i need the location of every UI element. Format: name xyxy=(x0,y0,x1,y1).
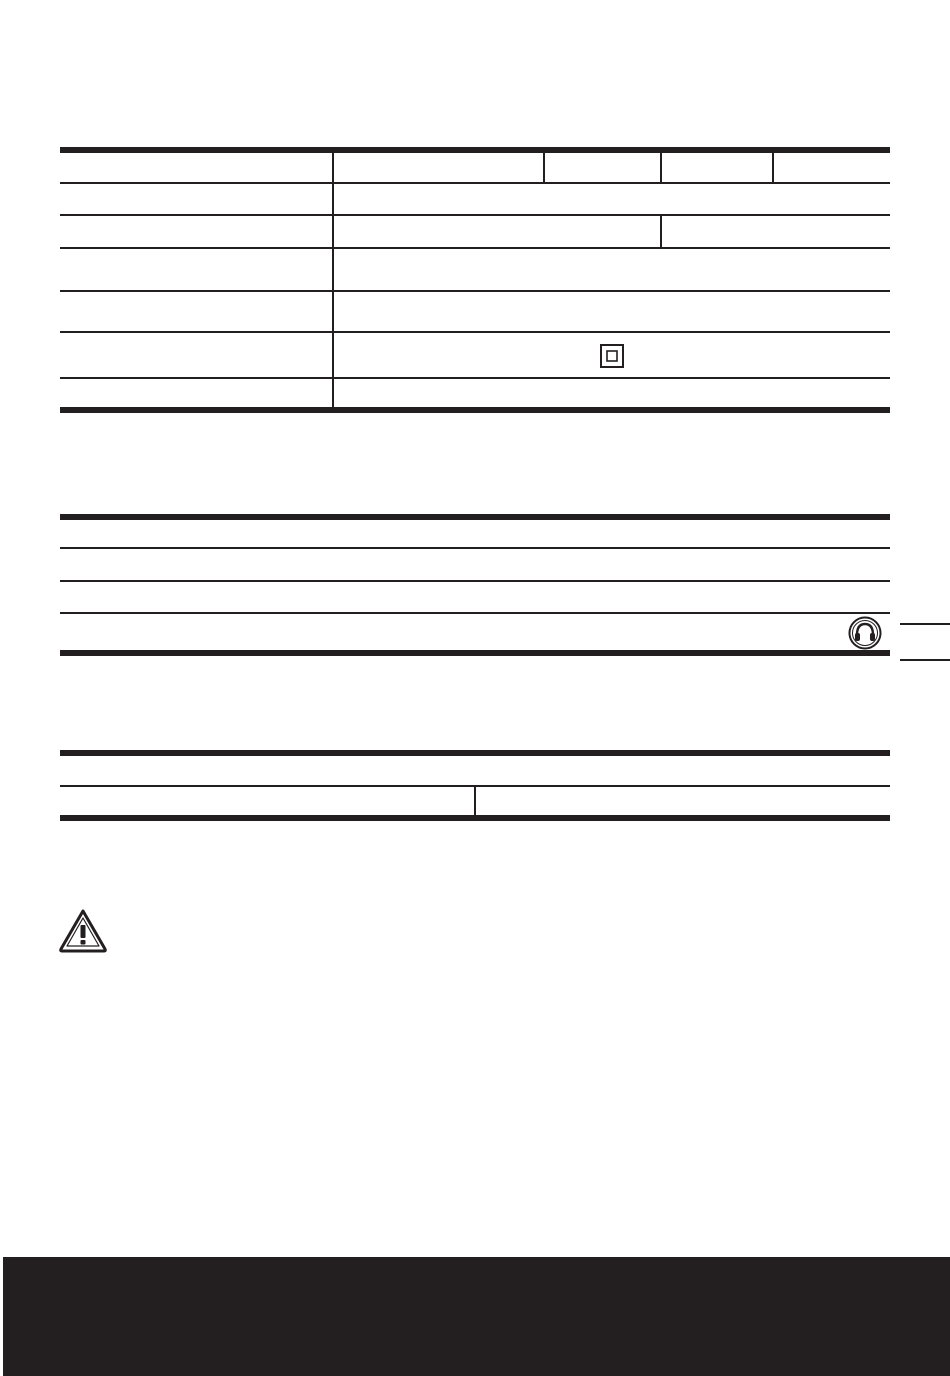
table-row-divider xyxy=(60,331,890,333)
column-separator xyxy=(772,153,774,182)
table-top-rule xyxy=(60,750,890,756)
column-separator xyxy=(474,787,476,815)
table-bottom-rule xyxy=(60,815,890,821)
table-row-divider xyxy=(60,214,890,216)
column-separator xyxy=(543,153,545,182)
table-row-divider xyxy=(60,247,890,249)
column-separator xyxy=(332,153,334,407)
warning-triangle-icon xyxy=(58,908,108,953)
table-row-divider xyxy=(60,612,890,614)
table-row-divider xyxy=(60,182,890,184)
footer-band xyxy=(3,1257,950,1376)
column-separator xyxy=(660,153,662,182)
side-tab-bottom-line xyxy=(900,659,950,661)
table-row-divider xyxy=(60,547,890,549)
table-row-divider xyxy=(60,290,890,292)
table-top-rule xyxy=(60,514,890,520)
table-row-divider xyxy=(60,580,890,582)
table-bottom-rule xyxy=(60,407,890,413)
table-top-rule xyxy=(60,147,890,153)
double-insulation-icon xyxy=(600,344,624,368)
column-separator xyxy=(660,216,662,247)
ear-protection-icon xyxy=(848,616,882,650)
side-tab-top-line xyxy=(900,623,950,625)
table-row-divider xyxy=(60,377,890,379)
table-bottom-rule xyxy=(60,650,890,656)
